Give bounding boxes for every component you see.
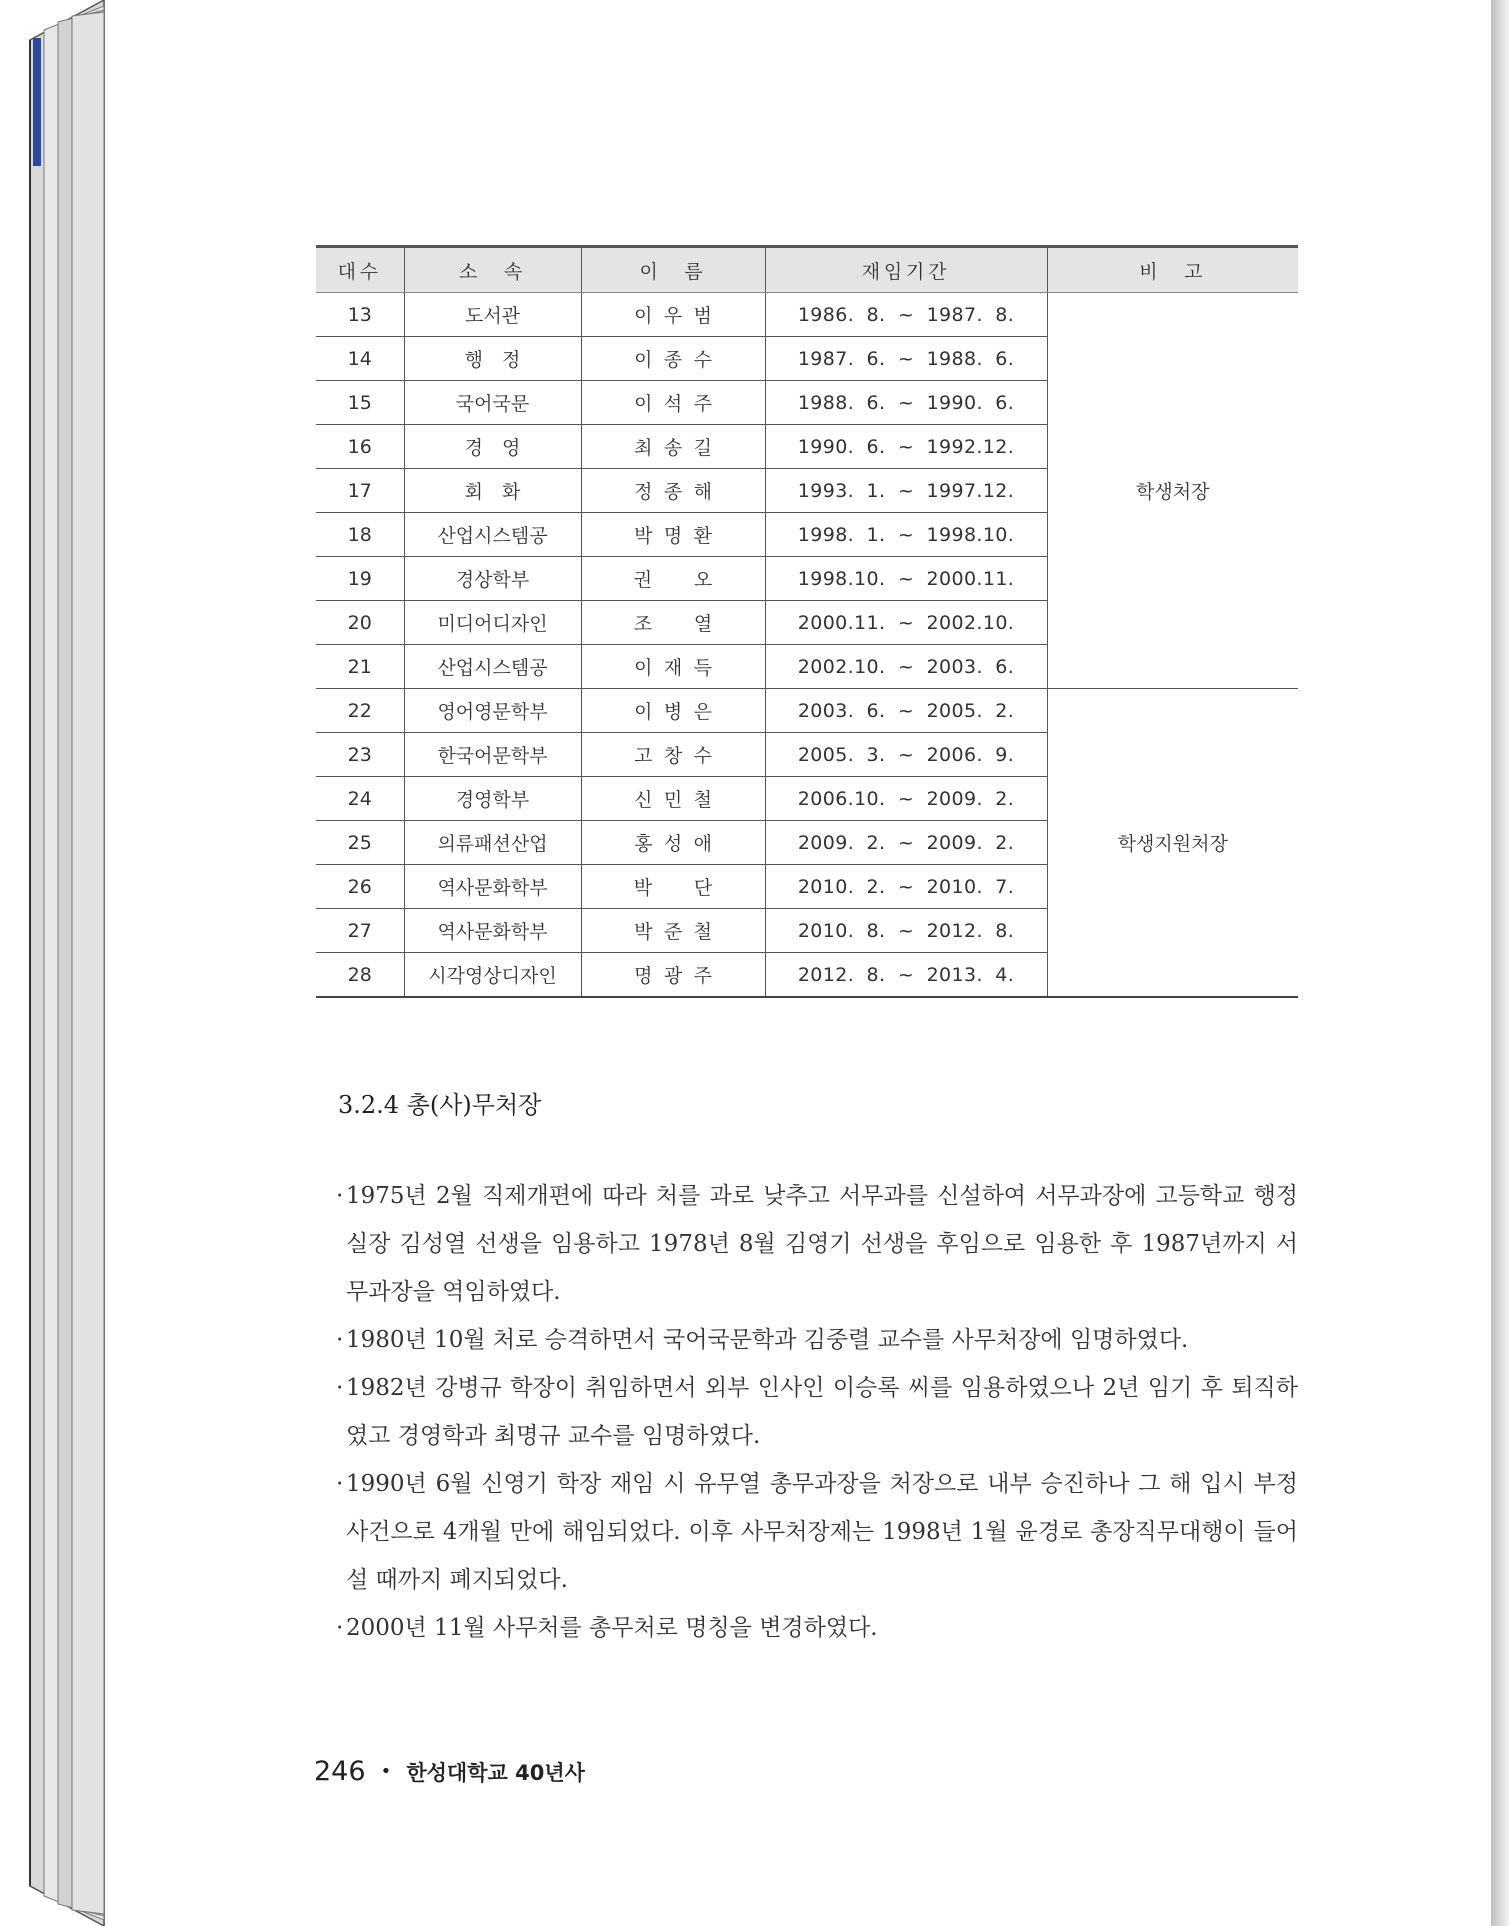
cell-department: 의류패션산업 [404, 821, 581, 865]
cell-period: 2003. 6. ~ 2005. 2. [765, 689, 1047, 733]
cell-department: 경 영 [404, 425, 581, 469]
cell-name: 이재득 [581, 645, 765, 689]
cell-number: 18 [316, 513, 404, 557]
col-header-period: 재임기간 [765, 247, 1047, 293]
cell-name: 권 오 [581, 557, 765, 601]
cell-period: 1998.10. ~ 2000.11. [765, 557, 1047, 601]
cell-number: 19 [316, 557, 404, 601]
cell-period: 1998. 1. ~ 1998.10. [765, 513, 1047, 557]
cell-period: 1993. 1. ~ 1997.12. [765, 469, 1047, 513]
cell-number: 22 [316, 689, 404, 733]
col-header-note: 비 고 [1047, 247, 1298, 293]
cell-department: 역사문화학부 [404, 909, 581, 953]
cell-number: 13 [316, 293, 404, 337]
cell-period: 2010. 2. ~ 2010. 7. [765, 865, 1047, 909]
cell-department: 시각영상디자인 [404, 953, 581, 998]
cell-period: 1987. 6. ~ 1988. 6. [765, 337, 1047, 381]
book-title: 한성대학교 40년사 [406, 1761, 585, 1785]
cell-name: 이석주 [581, 381, 765, 425]
cell-department: 산업시스템공 [404, 645, 581, 689]
paragraph-1: · 1975년 2월 직제개편에 따라 처를 과로 낮추고 서무과를 신설하여 서무과장에 고등학교 행정실장 김성열 선생을 임용하고 1978년 8월 김영기 선생을 후임으로 임용한 후 1987년까지 서무과장을 역임하였다. [346, 1172, 1298, 1316]
cell-number: 23 [316, 733, 404, 777]
page-footer [314, 1756, 585, 1787]
cell-number: 16 [316, 425, 404, 469]
cell-department: 영어영문학부 [404, 689, 581, 733]
cell-number: 15 [316, 381, 404, 425]
cell-number: 17 [316, 469, 404, 513]
cell-department: 회 화 [404, 469, 581, 513]
cell-period: 2012. 8. ~ 2013. 4. [765, 953, 1047, 998]
cell-period: 1986. 8. ~ 1987. 8. [765, 293, 1047, 337]
cell-note: 학생처장 [1047, 293, 1298, 689]
cell-number: 14 [316, 337, 404, 381]
bullet: · [336, 1183, 344, 1209]
cell-note: 학생지원처장 [1047, 689, 1298, 998]
cell-number: 25 [316, 821, 404, 865]
cell-department: 미디어디자인 [404, 601, 581, 645]
cell-period: 1988. 6. ~ 1990. 6. [765, 381, 1047, 425]
cell-name: 신민철 [581, 777, 765, 821]
table-row [316, 293, 1298, 337]
cell-name: 조 열 [581, 601, 765, 645]
director-table [316, 245, 1298, 998]
col-header-name: 이 름 [581, 247, 765, 293]
section-title: 3.2.4 총(사)무처장 [338, 1091, 542, 1119]
cell-name: 홍성애 [581, 821, 765, 865]
cell-number: 24 [316, 777, 404, 821]
cell-number: 20 [316, 601, 404, 645]
cell-name: 고창수 [581, 733, 765, 777]
col-header-department: 소 속 [404, 247, 581, 293]
cell-name: 박명환 [581, 513, 765, 557]
cell-department: 경영학부 [404, 777, 581, 821]
cell-department: 경상학부 [404, 557, 581, 601]
cell-department: 역사문화학부 [404, 865, 581, 909]
cell-name: 최송길 [581, 425, 765, 469]
cell-period: 2006.10. ~ 2009. 2. [765, 777, 1047, 821]
cell-number: 26 [316, 865, 404, 909]
bullet: · [336, 1375, 344, 1401]
bullet: · [336, 1615, 344, 1641]
table-row [316, 689, 1298, 733]
cell-name: 정종해 [581, 469, 765, 513]
col-header-number: 대수 [316, 247, 404, 293]
cell-department: 산업시스템공 [404, 513, 581, 557]
bullet: · [336, 1327, 344, 1353]
cell-period: 1990. 6. ~ 1992.12. [765, 425, 1047, 469]
cell-department: 국어국문 [404, 381, 581, 425]
cell-number: 28 [316, 953, 404, 998]
book-page-stack [0, 0, 110, 1926]
cell-department: 도서관 [404, 293, 581, 337]
paragraph-3: · 1982년 강병규 학장이 취임하면서 외부 인사인 이승록 씨를 임용하였으나 2년 임기 후 퇴직하였고 경영학과 최명규 교수를 임명하였다. [346, 1364, 1298, 1460]
cell-period: 2009. 2. ~ 2009. 2. [765, 821, 1047, 865]
cell-name: 이우범 [581, 293, 765, 337]
cell-number: 27 [316, 909, 404, 953]
cell-number: 21 [316, 645, 404, 689]
cell-name: 박 단 [581, 865, 765, 909]
cell-name: 이병은 [581, 689, 765, 733]
page-right-shadow [1491, 0, 1509, 1926]
paragraph-4: · 1990년 6월 신영기 학장 재임 시 유무열 총무과장을 처장으로 내부 승진하나 그 해 입시 부정사건으로 4개월 만에 해임되었다. 이후 사무처장제는 1998년 1월 윤경로 총장직무대행이 들어설 때까지 폐지되었다. [346, 1460, 1298, 1604]
bullet: · [336, 1471, 344, 1497]
cell-period: 2005. 3. ~ 2006. 9. [765, 733, 1047, 777]
cell-period: 2010. 8. ~ 2012. 8. [765, 909, 1047, 953]
footer-separator: • [380, 1761, 392, 1782]
bookmark-ribbon [33, 38, 41, 166]
cell-name: 이종수 [581, 337, 765, 381]
table-header-row [316, 247, 1298, 293]
paragraph-5: · 2000년 11월 사무처를 총무처로 명칭을 변경하였다. [346, 1604, 1298, 1652]
paragraph-2: · 1980년 10월 처로 승격하면서 국어국문학과 김중렬 교수를 사무처장에 임명하였다. [346, 1316, 1298, 1364]
table-body [316, 293, 1298, 998]
cell-name: 박준철 [581, 909, 765, 953]
cell-department: 한국어문학부 [404, 733, 581, 777]
cell-period: 2002.10. ~ 2003. 6. [765, 645, 1047, 689]
cell-department: 행 정 [404, 337, 581, 381]
cell-name: 명광주 [581, 953, 765, 998]
page-number: 246 [314, 1756, 366, 1787]
cell-period: 2000.11. ~ 2002.10. [765, 601, 1047, 645]
